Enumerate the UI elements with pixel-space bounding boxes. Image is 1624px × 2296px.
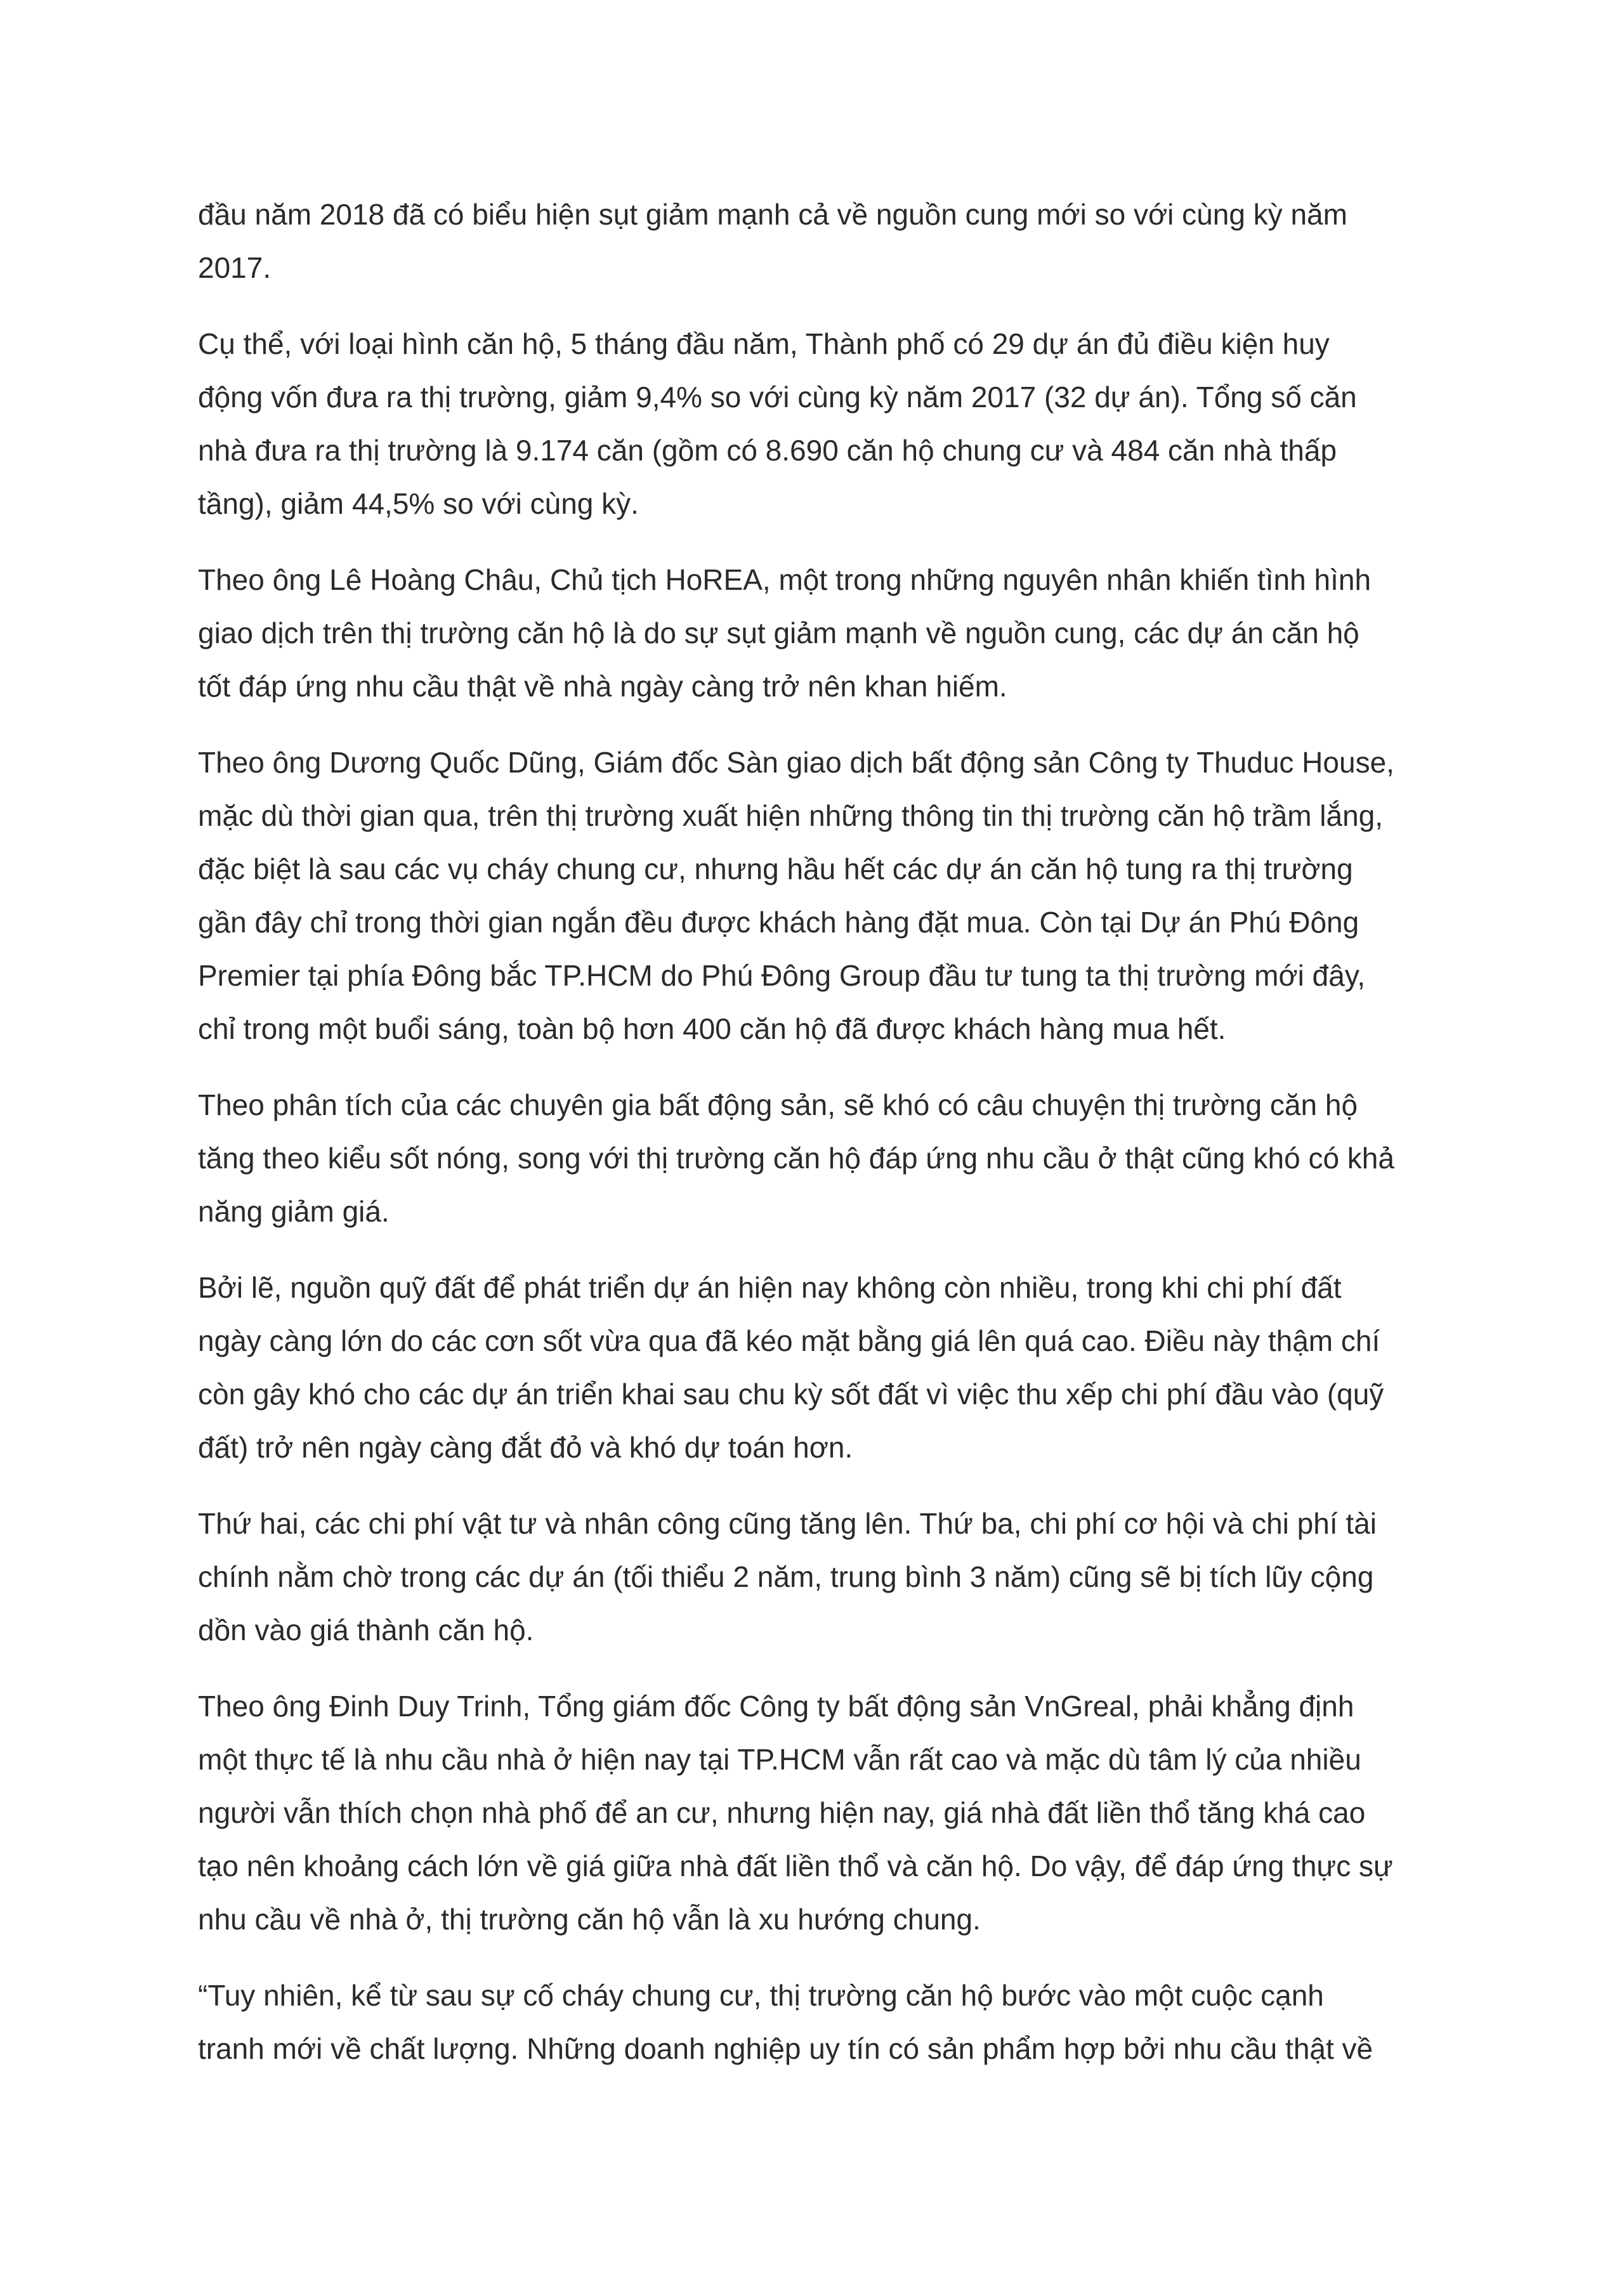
text-line: Theo phân tích của các chuyên gia bất động sản, sẽ khó có câu chuyện thị trường căn hộ bbox=[198, 1088, 1358, 1121]
paragraph-6 bbox=[198, 1261, 1435, 1474]
text-line: giao dịch trên thị trường căn hộ là do sự sụt giảm mạnh về nguồn cung, các dự án căn hộ bbox=[198, 616, 1359, 649]
text-line: tầng), giảm 44,5% so với cùng kỳ. bbox=[198, 487, 639, 520]
text-line: tạo nên khoảng cách lớn về giá giữa nhà đất liền thổ và căn hộ. Do vậy, để đáp ứng thực sự bbox=[198, 1849, 1393, 1882]
paragraph-8 bbox=[198, 1680, 1435, 1946]
text-line: Theo ông Lê Hoàng Châu, Chủ tịch HoREA, một trong những nguyên nhân khiến tình hình bbox=[198, 563, 1372, 596]
text-line: người vẫn thích chọn nhà phố để an cư, nhưng hiện nay, giá nhà đất liền thổ tăng khá cao bbox=[198, 1796, 1366, 1829]
text-line: Theo ông Dương Quốc Dũng, Giám đốc Sàn giao dịch bất động sản Công ty Thuduc House, bbox=[198, 746, 1394, 779]
text-line: năng giảm giá. bbox=[198, 1195, 390, 1228]
text-line: động vốn đưa ra thị trường, giảm 9,4% so với cùng kỳ năm 2017 (32 dự án). Tổng số căn bbox=[198, 381, 1357, 414]
text-line: đầu năm 2018 đã có biểu hiện sụt giảm mạnh cả về nguồn cung mới so với cùng kỳ năm bbox=[198, 198, 1347, 231]
text-line: tăng theo kiểu sốt nóng, song với thị trường căn hộ đáp ứng nhu cầu ở thật cũng khó có khả bbox=[198, 1142, 1394, 1175]
text-line: Cụ thể, với loại hình căn hộ, 5 tháng đầu năm, Thành phố có 29 dự án đủ điều kiện huy bbox=[198, 327, 1330, 360]
text-line: gần đây chỉ trong thời gian ngắn đều được khách hàng đặt mua. Còn tại Dự án Phú Đông bbox=[198, 906, 1359, 939]
text-line: tốt đáp ứng nhu cầu thật về nhà ngày càng trở nên khan hiếm. bbox=[198, 670, 1007, 703]
text-line: mặc dù thời gian qua, trên thị trường xuất hiện những thông tin thị trường căn hộ trầm lắng, bbox=[198, 799, 1384, 832]
text-line: Thứ hai, các chi phí vật tư và nhân công cũng tăng lên. Thứ ba, chi phí cơ hội và chi phí tài bbox=[198, 1507, 1377, 1540]
text-line: “Tuy nhiên, kể từ sau sự cố cháy chung cư, thị trường căn hộ bước vào một cuộc cạnh bbox=[198, 1979, 1324, 2012]
text-line: Bởi lẽ, nguồn quỹ đất để phát triển dự án hiện nay không còn nhiều, trong khi chi phí đất bbox=[198, 1271, 1342, 1304]
paragraph-3 bbox=[198, 553, 1435, 713]
paragraph-4 bbox=[198, 736, 1435, 1055]
paragraph-9 bbox=[198, 1969, 1435, 2075]
text-line: nhà đưa ra thị trường là 9.174 căn (gồm có 8.690 căn hộ chung cư và 484 căn nhà thấp bbox=[198, 434, 1337, 467]
text-line: Theo ông Đinh Duy Trinh, Tổng giám đốc Công ty bất động sản VnGreal, phải khẳng định bbox=[198, 1690, 1354, 1723]
text-line: nhu cầu về nhà ở, thị trường căn hộ vẫn là xu hướng chung. bbox=[198, 1903, 981, 1936]
text-line: 2017. bbox=[198, 251, 272, 284]
text-line: đất) trở nên ngày càng đắt đỏ và khó dự toán hơn. bbox=[198, 1431, 853, 1464]
article-body bbox=[198, 188, 1435, 2098]
text-line: đặc biệt là sau các vụ cháy chung cư, nhưng hầu hết các dự án căn hộ tung ra thị trường bbox=[198, 852, 1353, 885]
text-line: chỉ trong một buổi sáng, toàn bộ hơn 400 căn hộ đã được khách hàng mua hết. bbox=[198, 1012, 1226, 1045]
text-line: tranh mới về chất lượng. Những doanh nghiệp uy tín có sản phẩm hợp bởi nhu cầu thật về bbox=[198, 2032, 1373, 2065]
text-line: chính nằm chờ trong các dự án (tối thiểu 2 năm, trung bình 3 năm) cũng sẽ bị tích lũy cộng bbox=[198, 1560, 1374, 1593]
paragraph-5 bbox=[198, 1078, 1435, 1238]
text-line: ngày càng lớn do các cơn sốt vừa qua đã kéo mặt bằng giá lên quá cao. Điều này thậm chí bbox=[198, 1324, 1380, 1357]
paragraph-1 bbox=[198, 188, 1435, 294]
text-line: Premier tại phía Đông bắc TP.HCM do Phú Đông Group đầu tư tung ta thị trường mới đây, bbox=[198, 959, 1366, 992]
paragraph-2 bbox=[198, 317, 1435, 530]
text-line: còn gây khó cho các dự án triển khai sau chu kỳ sốt đất vì việc thu xếp chi phí đầu vào (quỹ bbox=[198, 1378, 1384, 1411]
text-line: dồn vào giá thành căn hộ. bbox=[198, 1614, 534, 1647]
text-line: một thực tế là nhu cầu nhà ở hiện nay tại TP.HCM vẫn rất cao và mặc dù tâm lý của nhiều bbox=[198, 1743, 1361, 1776]
paragraph-7 bbox=[198, 1497, 1435, 1657]
